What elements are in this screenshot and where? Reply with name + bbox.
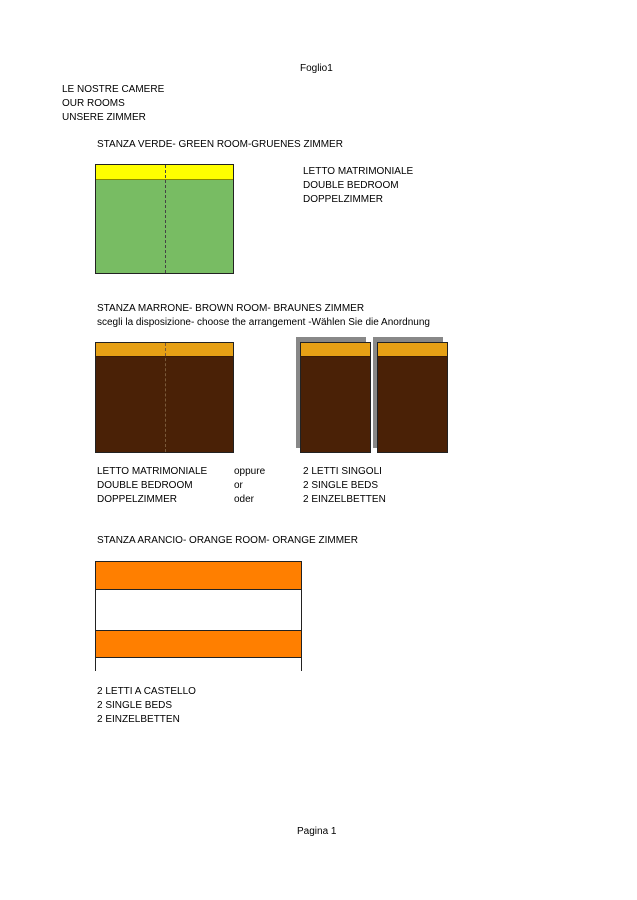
intro-line: UNSERE ZIMMER — [62, 112, 146, 123]
brown-double-label: DOPPELZIMMER — [97, 494, 178, 505]
page-footer: Pagina 1 — [297, 826, 337, 837]
single-bed-pillow — [378, 343, 447, 357]
orange-bed-label: 2 EINZELBETTEN — [97, 714, 180, 725]
brown-single-label: 2 SINGLE BEDS — [303, 480, 379, 491]
intro-line: OUR ROOMS — [62, 98, 125, 109]
orange-room-title: STANZA ARANCIO- ORANGE ROOM- ORANGE ZIMMER — [97, 535, 358, 546]
bunk-bottom-bed — [95, 630, 302, 658]
brown-single-label: 2 EINZELBETTEN — [303, 494, 386, 505]
bunk-top-bed — [95, 561, 302, 590]
bunk-legs — [95, 658, 302, 671]
brown-double-label: LETTO MATRIMONIALE — [97, 466, 208, 477]
orange-bed-label: 2 SINGLE BEDS — [97, 700, 173, 711]
brown-double-label: DOUBLE BEDROOM — [97, 480, 193, 491]
green-bed-label: DOPPELZIMMER — [303, 194, 384, 205]
green-room-title: STANZA VERDE- GREEN ROOM-GRUENES ZIMMER — [97, 139, 343, 150]
sheet-title: Foglio1 — [300, 63, 333, 74]
brown-or-label: oder — [234, 494, 255, 505]
brown-single-label: 2 LETTI SINGOLI — [303, 466, 382, 477]
green-bed-label: DOUBLE BEDROOM — [303, 180, 399, 191]
intro-line: LE NOSTRE CAMERE — [62, 84, 165, 95]
single-bed-right — [377, 342, 448, 453]
green-bed-divider — [165, 165, 166, 273]
brown-or-label: or — [234, 480, 243, 491]
brown-double-bed — [95, 342, 234, 453]
green-double-bed — [95, 164, 234, 274]
bunk-gap — [95, 590, 302, 630]
brown-room-subtitle: scegli la disposizione- choose the arrangement -Wählen Sie die Anordnung — [97, 317, 430, 328]
brown-bed-divider — [165, 343, 166, 452]
brown-room-title: STANZA MARRONE- BROWN ROOM- BRAUNES ZIMMER — [97, 303, 365, 314]
orange-bed-label: 2 LETTI A CASTELLO — [97, 686, 196, 697]
green-bed-label: LETTO MATRIMONIALE — [303, 166, 414, 177]
brown-or-label: oppure — [234, 466, 266, 477]
single-bed-left — [300, 342, 371, 453]
bunk-bed — [95, 561, 302, 671]
single-bed-pillow — [301, 343, 370, 357]
